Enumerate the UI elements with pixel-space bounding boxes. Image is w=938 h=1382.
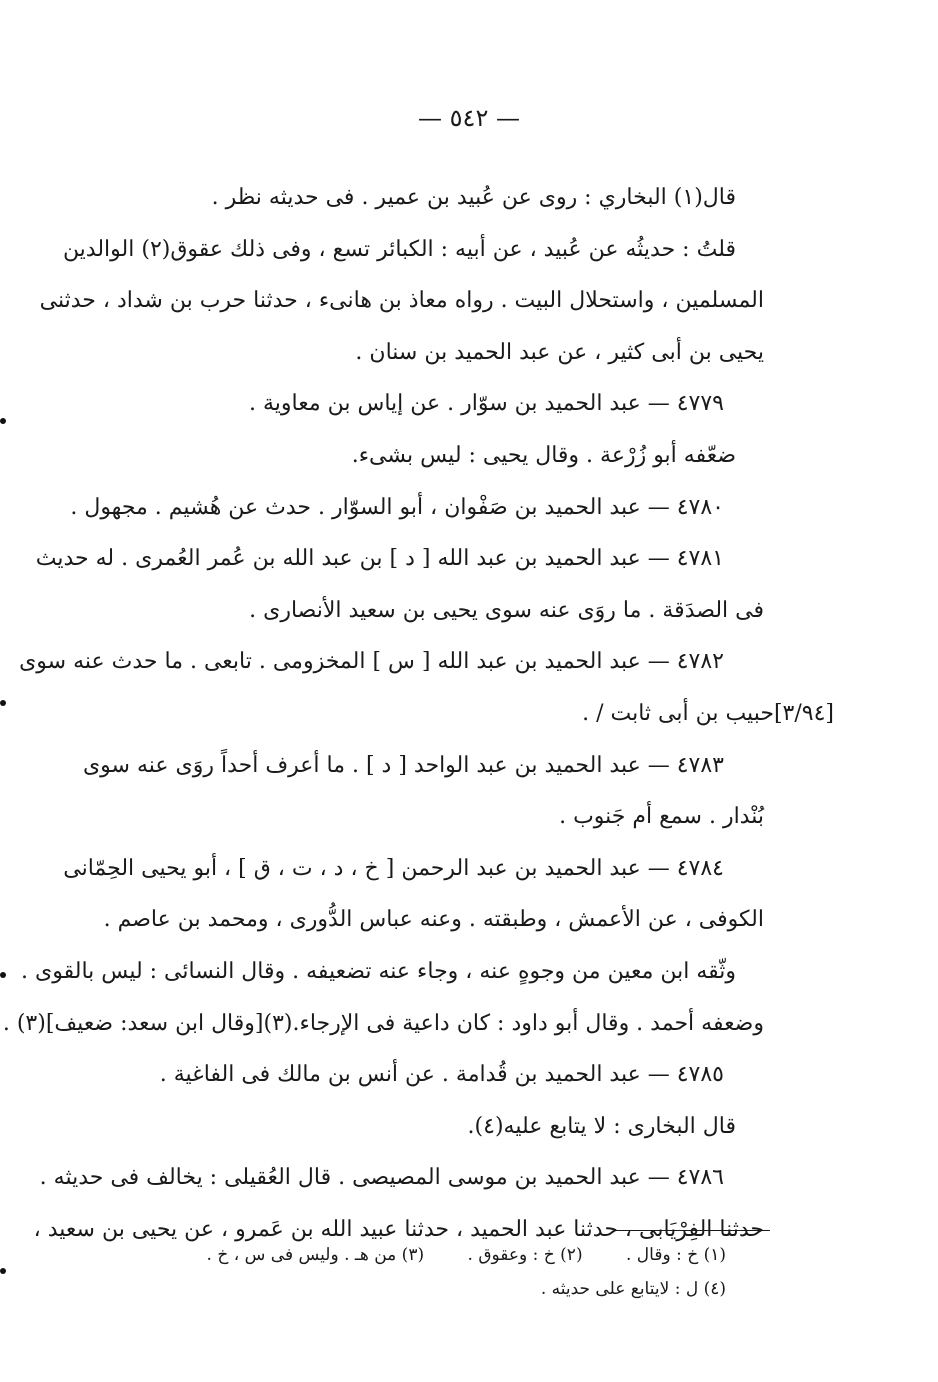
entry-4783: ٤٧٨٣ — عبد الحميد بن عبد الواحد [ د ] . ما أعرف أحداً روَى عنه سوى <box>82 752 724 778</box>
footnote-divider <box>614 1230 770 1231</box>
scan-speck-mark <box>0 1268 6 1274</box>
entry-4779: ٤٧٧٩ — عبد الحميد بن سوّار . عن إياس بن معاوية . <box>249 391 724 417</box>
text-line: [٣/٩٤]حبيب بن أبى ثابت / . <box>582 700 834 726</box>
footnote-row <box>96 1238 726 1272</box>
scan-speck-mark <box>0 700 6 706</box>
entry-4782: ٤٧٨٢ — عبد الحميد بن عبد الله [ س ] المخزومى . تابعى . ما حدث عنه سوى <box>19 649 724 675</box>
footnote-4: (٤) ل : لايتابع على حديثه . <box>540 1279 726 1299</box>
text-line: وضعفه أحمد . وقال أبو داود : كان داعية فى الإرجاء.(٣)[وقال ابن سعد: ضعيف](٣) . <box>2 1010 764 1036</box>
page-number: — ٥٤٢ — <box>418 104 520 132</box>
text-line: المسلمين ، واستحلال البيت . رواه معاذ بن هانىء ، حدثنا حرب بن شداد ، حدثنى <box>39 288 764 314</box>
text-line: الكوفى ، عن الأعمش ، وطبقته . وعنه عباس الدُّورى ، ومحمد بن عاصم . <box>103 907 764 933</box>
entry-4785: ٤٧٨٥ — عبد الحميد بن قُدامة . عن أنس بن مالك فى الفاغية . <box>159 1062 724 1088</box>
scan-speck-mark <box>0 418 6 424</box>
main-text <box>2 172 834 1255</box>
text-line: يحيى بن أبى كثير ، عن عبد الحميد بن سنان . <box>355 339 764 365</box>
entry-4784: ٤٧٨٤ — عبد الحميد بن عبد الرحمن [ خ ، د ، ت ، ق ] ، أبو يحيى الحِمّانى <box>63 855 724 881</box>
footnote-2: (٢) خ : وعقوق . <box>467 1245 583 1265</box>
text-line: قال(١) البخاري : روى عن عُبيد بن عمير . فى حديثه نظر . <box>211 185 736 210</box>
footnote-1: (١) خ : وقال . <box>625 1245 726 1265</box>
entry-4781: ٤٧٨١ — عبد الحميد بن عبد الله [ د ] بن عبد الله بن عُمر العُمرى . له حديث <box>35 546 724 572</box>
text-line: فى الصدَقة . ما روَى عنه سوى يحيى بن سعيد الأنصارى . <box>249 597 764 623</box>
text-line: قلتُ : حديثُه عن عُبيد ، عن أبيه : الكبائر تسع ، وفى ذلك عقوق(٢) الوالدين <box>62 236 736 262</box>
entry-4780: ٤٧٨٠ — عبد الحميد بن صَفْوان ، أبو السوّار . حدث عن هُشيم . مجهول . <box>70 494 724 520</box>
footnote-3: (٣) من هـ . وليس فى س ، خ . <box>206 1245 425 1265</box>
footnotes <box>96 1238 726 1306</box>
text-line: وثّقه ابن معين من وجوهٍ عنه ، وجاء عنه تضعيفه . وقال النسائى : ليس بالقوى . <box>21 958 736 984</box>
text-line: بُنْدار . سمع أم جَنوب . <box>559 804 764 830</box>
entry-4786: ٤٧٨٦ — عبد الحميد بن موسى المصيصى . قال العُقيلى : يخالف فى حديثه . <box>39 1165 724 1191</box>
text-line: ضعّفه أبو زُرْعة . وقال يحيى : ليس بشىء. <box>351 442 736 468</box>
text-line: قال البخارى : لا يتابع عليه(٤). <box>467 1113 736 1139</box>
text-line: حدثنا الفِرْيَابى ، حدثنا عبد الحميد ، حدثنا عبيد الله بن عَمرو ، عن يحيى بن سعيد ، <box>33 1216 764 1242</box>
scan-speck-mark <box>0 972 6 978</box>
footnote-row <box>96 1272 726 1306</box>
